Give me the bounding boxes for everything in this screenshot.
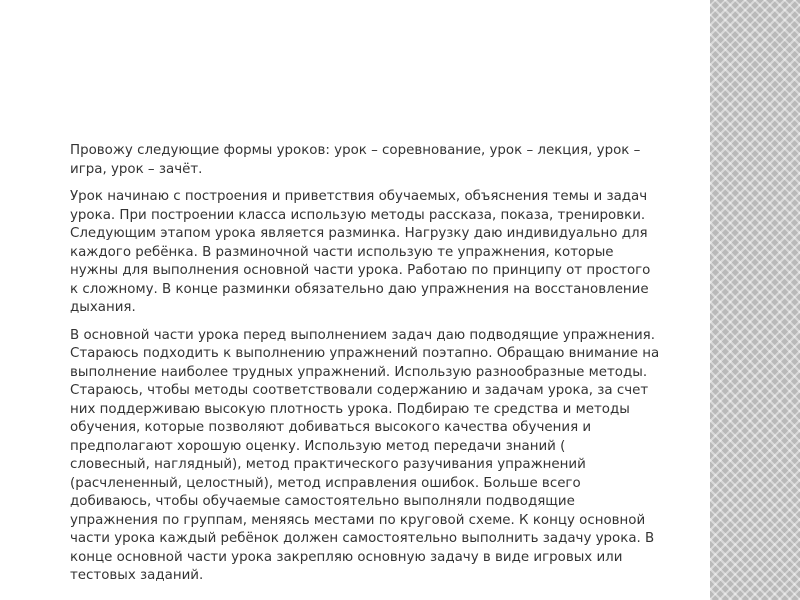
decorative-side-strip [710,0,800,600]
slide-body-text [70,142,670,595]
paragraph-main-part: В основной части урока перед выполнением задач даю подводящие упражнения. Стараюсь подходить к выполнению упражнений поэтапно. Обращаю внимание на выполнение наиболее трудных упражнений. Использую разнообразные методы. Стараюсь, чтобы методы соответствовали содержанию и задачам урока, за счет них поддерживаю высокую плотность урока. Подбираю те средства и методы обучения, которые позволяют добиваться высокого качества обучения и предполагают хорошую оценку. Использую метод передачи знаний ( словесный, наглядный), метод практического разучивания упражнений (расчлененный, целостный), метод исправления ошибок. Больше всего добиваюсь, чтобы обучаемые самостоятельно выполняли подводящие упражнения по группам, меняясь местами по круговой схеме. К концу основной части урока каждый ребёнок должен самостоятельно выполнить задачу урока. В конце основной части урока закрепляю основную задачу в виде игровых или тестовых заданий. [70,327,660,583]
paragraph-lesson-start: Урок начинаю с построения и приветствия обучаемых, объяснения темы и задач урока. При построении класса использую методы рассказа, показа, тренировки. Следующим этапом урока является разминка. Нагрузку даю индивидуально для каждого ребёнка. В разминочной части использую те упражнения, которые нужны для выполнения основной части урока. Работаю по принципу от простого к сложному. В конце разминки обязательно даю упражнения на восстановление дыхания. [70,189,651,315]
paragraph-lesson-forms: Провожу следующие формы уроков: урок – соревнование, урок – лекция, урок – игра, урок – зачёт. [70,143,641,177]
